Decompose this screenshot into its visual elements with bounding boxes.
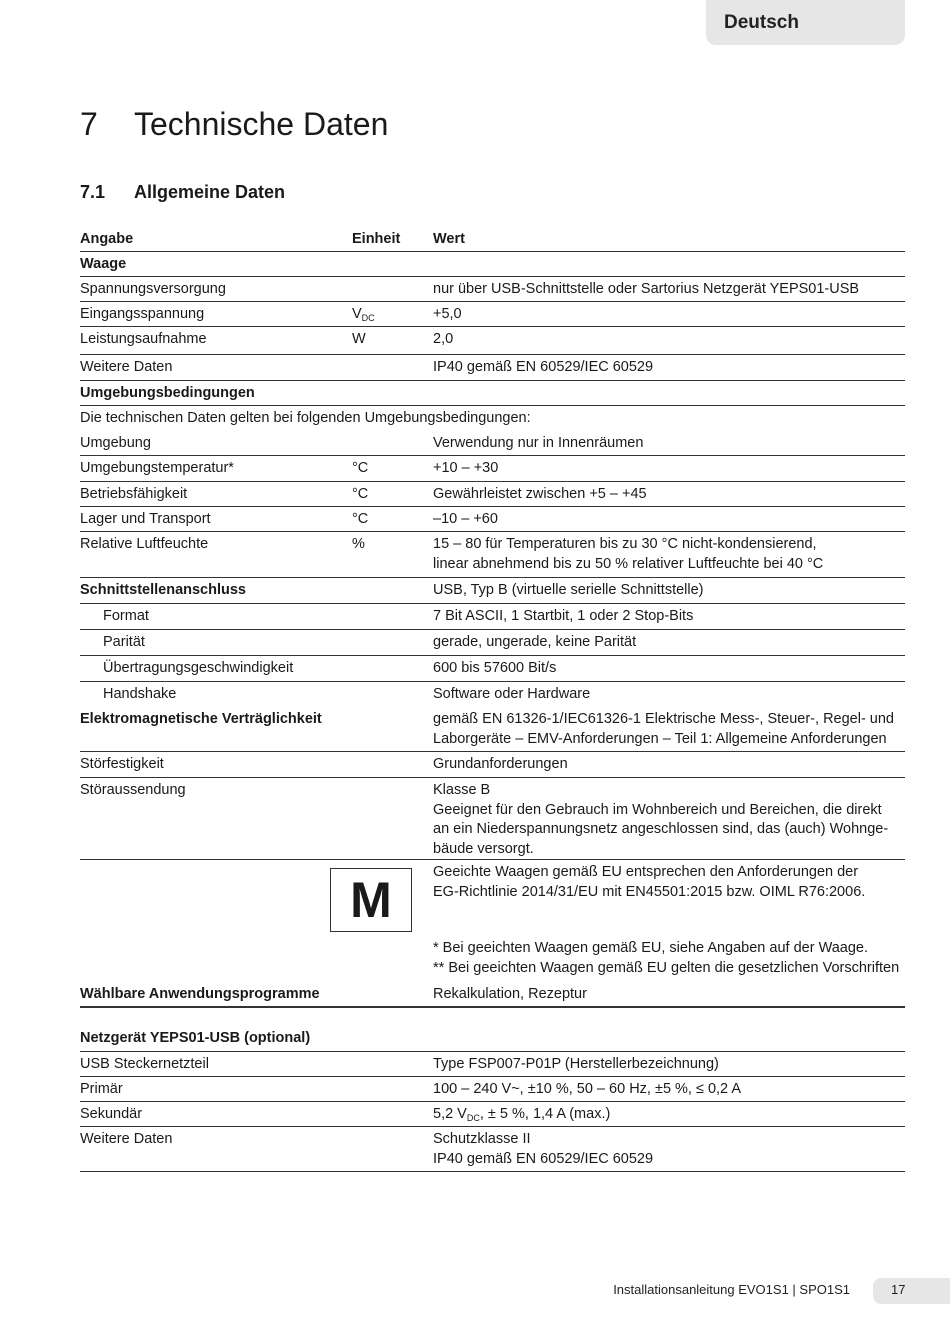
section-row-waage bbox=[80, 252, 905, 277]
section-row-emv bbox=[80, 707, 905, 752]
table-header-row bbox=[80, 227, 905, 252]
footnote: * Bei geeichten Waagen gemäß EU, siehe Angaben auf der Waage. bbox=[433, 940, 869, 956]
value-line: Geeignet für den Gebrauch im Wohnbereich und Bereichen, die direkt bbox=[433, 801, 882, 818]
row-label: Format bbox=[103, 608, 149, 624]
row-label: Störfestigkeit bbox=[80, 756, 164, 772]
value-line: Geeichte Waagen gemäß EU entsprechen den Anforderungen der bbox=[433, 864, 859, 880]
row-unit: W bbox=[352, 331, 366, 347]
row-value: 7 Bit ASCII, 1 Startbit, 1 oder 2 Stop-Bits bbox=[433, 608, 694, 624]
table-row bbox=[80, 482, 905, 507]
row-value: Rekalkulation, Rezeptur bbox=[433, 986, 587, 1002]
value-line: EG-Richtlinie 2014/31/EU mit EN45501:2015 bzw. OIML R76:2006. bbox=[433, 883, 866, 900]
page-number: 17 bbox=[873, 1278, 950, 1304]
header-wert: Wert bbox=[433, 231, 465, 247]
row-label: Primär bbox=[80, 1081, 123, 1097]
row-label: Lager und Transport bbox=[80, 511, 211, 527]
spacer bbox=[80, 1008, 905, 1026]
row-label: Leistungsaufnahme bbox=[80, 331, 207, 347]
row-label: Betriebsfähigkeit bbox=[80, 486, 188, 502]
row-value: nur über USB-Schnittstelle oder Sartorius Netzgerät YEPS01-USB bbox=[433, 281, 860, 297]
table-row bbox=[80, 1052, 905, 1077]
row-label: Wählbare Anwendungsprogramme bbox=[80, 986, 320, 1002]
row-value bbox=[433, 1130, 903, 1169]
row-value: Gewährleistet zwischen +5 – +45 bbox=[433, 486, 647, 502]
value-part: , ± 5 %, 1,4 A (max.) bbox=[479, 1106, 611, 1122]
value-line: Schutzklasse II bbox=[433, 1131, 531, 1147]
row-label: Weitere Daten bbox=[80, 359, 173, 375]
row-label: Übertragungsgeschwindigkeit bbox=[103, 660, 294, 676]
table-row bbox=[80, 507, 905, 532]
row-label: Weitere Daten bbox=[80, 1131, 173, 1147]
row-unit: °C bbox=[352, 460, 369, 476]
value-line: IP40 gemäß EN 60529/IEC 60529 bbox=[433, 1150, 654, 1167]
table-row bbox=[80, 778, 905, 860]
row-unit: °C bbox=[352, 486, 369, 502]
row-label: Parität bbox=[103, 634, 145, 650]
row-value: Grundanforderungen bbox=[433, 756, 568, 772]
section-label: Elektromagnetische Verträglichkeit bbox=[80, 711, 322, 727]
table-row bbox=[80, 656, 905, 682]
row-value: +10 – +30 bbox=[433, 460, 499, 476]
table-row bbox=[80, 1102, 905, 1127]
chapter-title: Technische Daten bbox=[134, 106, 389, 142]
row-label: Spannungsversorgung bbox=[80, 281, 226, 297]
row-value: Type FSP007-P01P (Herstellerbezeichnung) bbox=[433, 1056, 719, 1072]
intro-text: Die technischen Daten gelten bei folgenden Umgebungsbedingungen: bbox=[80, 410, 531, 426]
section-row-netzgeraet bbox=[80, 1026, 905, 1052]
row-value: 2,0 bbox=[433, 331, 454, 347]
row-label: Relative Luftfeuchte bbox=[80, 536, 209, 552]
value-part: 5,2 V bbox=[433, 1106, 467, 1122]
unit-main: V bbox=[352, 306, 362, 322]
value-line: gemäß EN 61326-1/IEC61326-1 Elektrische Mess-, Steuer-, Regel- und bbox=[433, 711, 894, 727]
chapter-number: 7 bbox=[80, 106, 98, 142]
unit-sub: DC bbox=[466, 1113, 480, 1123]
header-einheit: Einheit bbox=[352, 231, 401, 247]
section-label: Schnittstellenanschluss bbox=[80, 582, 246, 598]
table-row bbox=[80, 302, 905, 327]
table-row bbox=[80, 604, 905, 630]
row-value: Software oder Hardware bbox=[433, 686, 591, 702]
header-angabe: Angabe bbox=[80, 231, 134, 247]
row-label: Sekundär bbox=[80, 1106, 143, 1122]
row-value: USB, Typ B (virtuelle serielle Schnittstelle) bbox=[433, 582, 704, 598]
spec-table bbox=[80, 227, 905, 1172]
value-line: Klasse B bbox=[433, 782, 491, 798]
table-row bbox=[80, 1077, 905, 1102]
row-label: USB Steckernetzteil bbox=[80, 1056, 209, 1072]
value-line: Laborgeräte – EMV-Anforderungen – Teil 1: Allgemeine Anforderungen bbox=[433, 730, 887, 747]
row-unit bbox=[352, 305, 375, 325]
value-line: linear abnehmend bis zu 50 % relativer Luftfeuchte bei 40 °C bbox=[433, 555, 824, 572]
language-tab: Deutsch bbox=[706, 0, 905, 45]
row-value: 100 – 240 V~, ±10 %, 50 – 60 Hz, ±5 %, ≤ 0,2 A bbox=[433, 1081, 742, 1097]
row-value: IP40 gemäß EN 60529/IEC 60529 bbox=[433, 359, 654, 375]
row-label: Eingangsspannung bbox=[80, 306, 205, 322]
row-unit: °C bbox=[352, 511, 369, 527]
table-row bbox=[80, 982, 905, 1008]
row-value: Verwendung nur in Innenräumen bbox=[433, 435, 644, 451]
footnotes bbox=[433, 939, 903, 978]
row-unit: % bbox=[352, 536, 365, 552]
table-row bbox=[80, 456, 905, 482]
table-row bbox=[80, 277, 905, 302]
intro-row bbox=[80, 406, 905, 431]
metrology-mark: M bbox=[330, 868, 412, 932]
row-value: +5,0 bbox=[433, 306, 462, 322]
footnote: ** Bei geeichten Waagen gemäß EU gelten die gesetzlichen Vorschriften bbox=[433, 959, 900, 976]
value-line: bäude versorgt. bbox=[433, 840, 534, 857]
table-row bbox=[80, 431, 905, 456]
section-number: 7.1 bbox=[80, 182, 106, 202]
row-value bbox=[433, 781, 903, 859]
row-label: Umgebung bbox=[80, 435, 151, 451]
row-value bbox=[433, 710, 903, 749]
section-label: Waage bbox=[80, 256, 127, 272]
value-line: an ein Niederspannungsnetz angeschlossen sind, das (auch) Wohnge- bbox=[433, 821, 889, 837]
section-row-umgebung bbox=[80, 381, 905, 406]
row-label: Störaussendung bbox=[80, 782, 186, 798]
row-label: Handshake bbox=[103, 686, 177, 702]
eichung-row bbox=[80, 860, 905, 982]
row-value: gerade, ungerade, keine Parität bbox=[433, 634, 637, 650]
table-row bbox=[80, 752, 905, 778]
row-value bbox=[433, 1105, 903, 1125]
row-value: 600 bis 57600 Bit/s bbox=[433, 660, 557, 676]
section-label: Umgebungsbedingungen bbox=[80, 385, 255, 401]
table-row bbox=[80, 682, 905, 707]
row-value bbox=[433, 535, 903, 574]
row-value: –10 – +60 bbox=[433, 511, 498, 527]
row-label: Umgebungstemperatur* bbox=[80, 460, 234, 476]
table-row bbox=[80, 532, 905, 578]
row-value bbox=[433, 863, 903, 902]
value-line: 15 – 80 für Temperaturen bis zu 30 °C nicht-kondensierend, bbox=[433, 536, 817, 552]
section-title: Allgemeine Daten bbox=[134, 182, 286, 202]
unit-sub: DC bbox=[361, 313, 375, 323]
section-label: Netzgerät YEPS01-USB (optional) bbox=[80, 1030, 311, 1046]
section-row-schnittstelle bbox=[80, 578, 905, 604]
table-row bbox=[80, 327, 905, 355]
table-row bbox=[80, 1127, 905, 1172]
table-row bbox=[80, 630, 905, 656]
table-row bbox=[80, 355, 905, 381]
footer-manual-title: Installationsanleitung EVO1S1 | SPO1S1 bbox=[613, 1282, 850, 1297]
